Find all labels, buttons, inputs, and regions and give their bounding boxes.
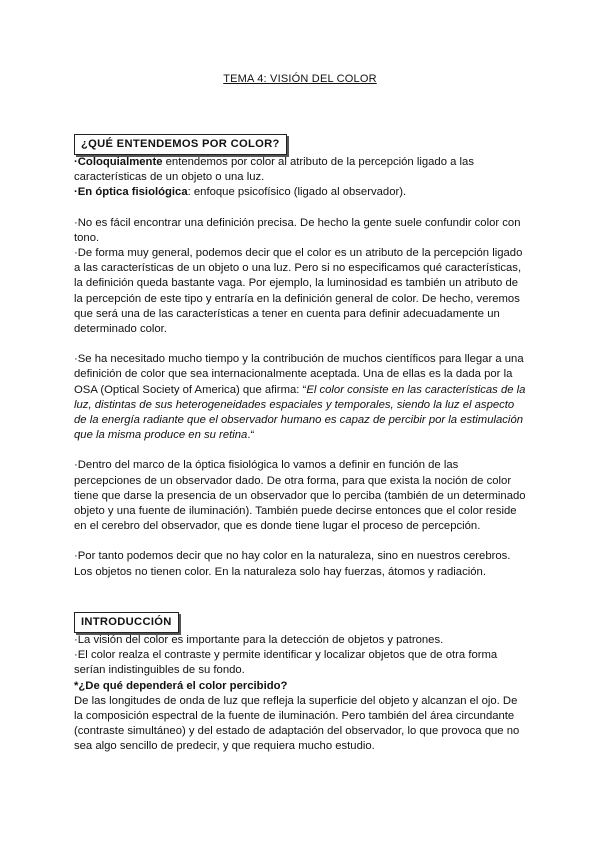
page-title: TEMA 4: VISIÓN DEL COLOR: [223, 73, 377, 85]
text-optica: : enfoque psicofísico (ligado al observador).: [187, 186, 407, 199]
term-coloquialmente: ·Coloquialmente: [74, 156, 163, 168]
paragraph-coloquialmente: [74, 155, 526, 185]
paragraph-general: ·De forma muy general, podemos decir que el color es un atributo de la percepción ligado a las características de un objeto o una luz. Pero si no especificamos qué características, la definición queda bastante vaga. Por ejemplo, la luminosidad es también un atributo de la percepción de este tipo y entraría en la definición general de color. De hecho, veremos que será una de las características a tener en cuenta para definir adecuadamente un determinado color.: [74, 247, 523, 336]
question-text: *¿De qué dependerá el color percibido?: [74, 679, 288, 692]
paragraph-optica: [74, 185, 526, 200]
section-introduccion-body: [74, 633, 526, 755]
paragraph-vision: ·La visión del color es importante para la detección de objetos y patrones.: [74, 634, 444, 646]
paragraph-observador: ·Dentro del marco de la óptica fisiológica lo vamos a definir en función de las percepciones de un observador dado. De otra forma, para que exista la noción de color tiene que darse la presencia de un observador que lo perciba (también de un determinado objeto y una fuente de iluminación). También puede decirse entonces que el color reside en el cerebro del observador, que es donde tiene lugar el proceso de percepción.: [74, 459, 526, 533]
section-heading-color: ¿QUÉ ENTENDEMOS POR COLOR?: [74, 134, 287, 155]
text-coloquialmente: entendemos por color al atributo de la percepción ligado a las características de un objeto o una luz.: [74, 156, 474, 184]
paragraph-contraste: ·El color realza el contraste y permite identificar y localizar objetos que de otra forma serían indistinguibles de su fondo.: [74, 649, 498, 677]
text-osa: ·Se ha necesitado mucho tiempo y la contribución de muchos científicos para llegar a una definición de color que sea internacionalmente aceptada. Una de ellas es la dada por la OSA (Optical Society of America) que afirma: “: [74, 353, 524, 396]
paragraph-naturaleza: ·Por tanto podemos decir que no hay color en la naturaleza, sino en nuestros cerebros. Los objetos no tienen color. En la naturaleza solo hay fuerzas, átomos y radiación.: [74, 550, 511, 578]
osa-quote: El color consiste en las características de la luz, distintas de sus heterogeneidades espaciales y temporales, siendo la luz el aspecto de la energía radiante que el observador humano es capaz de percibir por la estimulación que la misma produce en su retina: [74, 383, 526, 442]
paragraph-osa: [74, 352, 526, 443]
paragraph-definicion: ·No es fácil encontrar una definición precisa. De hecho la gente suele confundir color con tono.: [74, 216, 521, 244]
text-osa-end: .“: [247, 429, 255, 442]
paragraph-longitudes: De las longitudes de onda de luz que refleja la superficie del objeto y alcanzan el ojo. De la composición espectral de la fuente de iluminación. Pero también del área circundante (contraste simultáneo) y del estado de adaptación del observador, lo que provoca que no sea algo sencillo de predecir, y que requiera mucho estudio.: [74, 694, 520, 753]
section-heading-introduccion: INTRODUCCIÓN: [74, 612, 179, 633]
question-heading: [74, 679, 526, 694]
section-color-body: [74, 155, 526, 580]
term-optica: ·En óptica fisiológica: [74, 186, 188, 199]
